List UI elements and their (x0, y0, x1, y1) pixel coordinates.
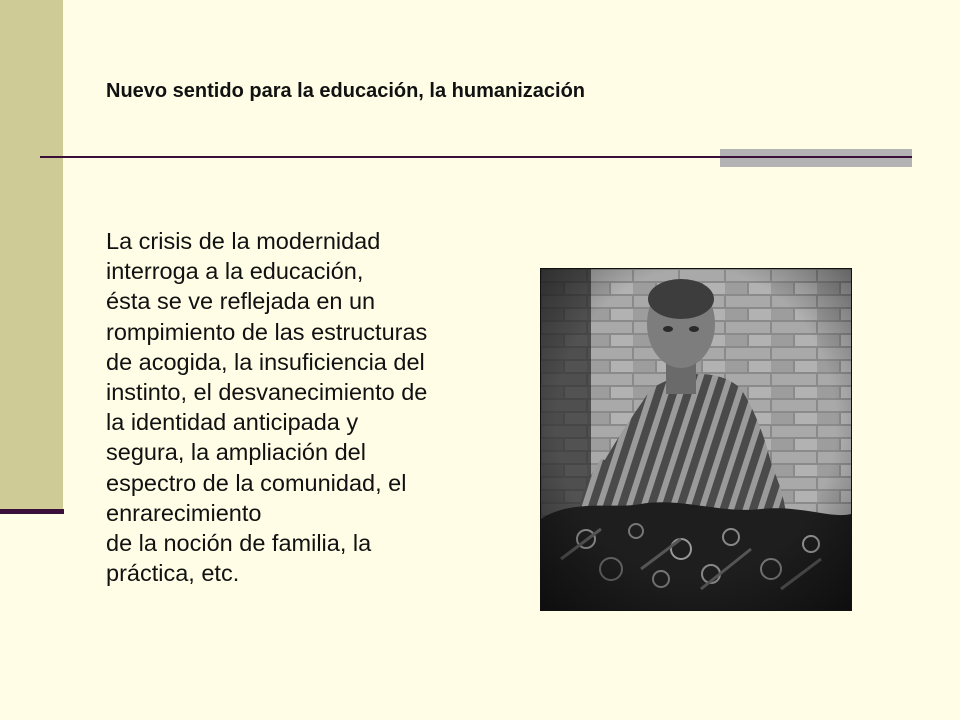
title-divider-accent (720, 149, 912, 167)
side-decoration-bar (0, 0, 63, 511)
body-line: La crisis de la modernidad (106, 228, 381, 254)
side-decoration-accent (0, 509, 64, 514)
body-line: ésta se ve reflejada en un (106, 288, 376, 315)
slide-title: Nuevo sentido para la educación, la humanización (106, 80, 586, 102)
body-line: la identidad anticipada y (106, 409, 359, 436)
slide-body-text (106, 226, 526, 588)
historical-photo (540, 268, 852, 611)
body-line: segura, la ampliación del (106, 439, 366, 466)
body-line: de la noción de familia, la (106, 530, 372, 557)
body-line: instinto, el desvanecimiento de (106, 379, 428, 406)
body-line: práctica, etc. (106, 560, 240, 587)
body-line: de acogida, la insuficiencia del (106, 348, 425, 375)
body-line: interroga a la educación, (106, 258, 364, 285)
body-line: enrarecimiento (106, 499, 262, 526)
historical-photo-illustration (541, 269, 851, 610)
body-line: rompimiento de las estructuras (106, 318, 428, 345)
body-line: espectro de la comunidad, el (106, 469, 407, 496)
